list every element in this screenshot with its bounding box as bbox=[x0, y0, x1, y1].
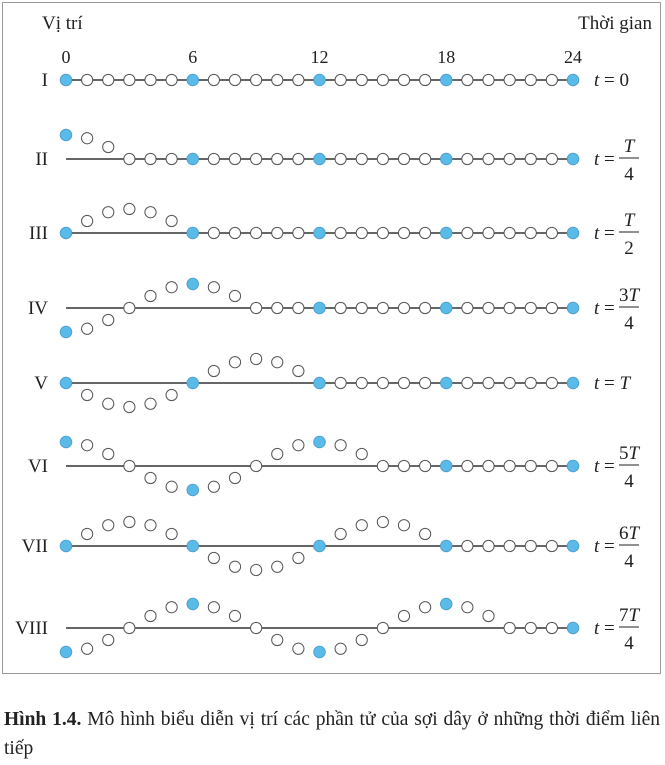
string-particle bbox=[335, 528, 346, 539]
marked-particle bbox=[440, 227, 452, 239]
time-numerator: 7T bbox=[618, 605, 640, 626]
marked-particle bbox=[60, 129, 72, 141]
string-particle bbox=[272, 74, 283, 85]
string-particle bbox=[272, 448, 283, 459]
string-particle bbox=[166, 153, 177, 164]
string-particle bbox=[208, 481, 219, 492]
string-particle bbox=[166, 282, 177, 293]
string-particle bbox=[377, 377, 388, 388]
string-particle bbox=[356, 377, 367, 388]
string-particle bbox=[124, 302, 135, 313]
string-particle bbox=[145, 472, 156, 483]
string-particle bbox=[525, 540, 536, 551]
marked-particle bbox=[567, 74, 579, 86]
string-particle bbox=[483, 302, 494, 313]
string-particle bbox=[420, 377, 431, 388]
string-particle bbox=[293, 153, 304, 164]
string-particle bbox=[546, 540, 557, 551]
position-ticks bbox=[62, 47, 583, 67]
string-particle bbox=[82, 440, 93, 451]
string-particle bbox=[166, 215, 177, 226]
string-particle bbox=[420, 227, 431, 238]
marked-particle bbox=[60, 377, 72, 389]
marked-particle bbox=[60, 540, 72, 552]
string-particle bbox=[82, 643, 93, 654]
marked-particle bbox=[187, 153, 199, 165]
time-expression: t = bbox=[594, 149, 615, 170]
string-particle bbox=[356, 153, 367, 164]
string-particle bbox=[335, 302, 346, 313]
string-particle bbox=[145, 207, 156, 218]
row-label: IV bbox=[27, 298, 48, 319]
string-particle bbox=[251, 74, 262, 85]
wave-row bbox=[42, 70, 629, 91]
time-expression: t = T bbox=[594, 373, 631, 394]
string-particle bbox=[525, 460, 536, 471]
string-particle bbox=[398, 520, 409, 531]
string-particle bbox=[229, 472, 240, 483]
string-particle bbox=[398, 153, 409, 164]
string-particle bbox=[103, 207, 114, 218]
wave-row bbox=[34, 353, 631, 412]
string-particle bbox=[504, 302, 515, 313]
marked-particle bbox=[314, 540, 326, 552]
string-particle bbox=[483, 377, 494, 388]
string-particle bbox=[272, 227, 283, 238]
string-particle bbox=[525, 227, 536, 238]
wave-row bbox=[22, 516, 641, 575]
string-particle bbox=[335, 377, 346, 388]
position-tick: 24 bbox=[564, 47, 582, 67]
string-particle bbox=[398, 227, 409, 238]
string-particle bbox=[293, 302, 304, 313]
string-particle bbox=[145, 74, 156, 85]
string-particle bbox=[208, 365, 219, 376]
string-particle bbox=[420, 74, 431, 85]
string-particle bbox=[82, 323, 93, 334]
string-particle bbox=[272, 357, 283, 368]
string-particle bbox=[398, 460, 409, 471]
string-particle bbox=[398, 610, 409, 621]
string-particle bbox=[124, 401, 135, 412]
time-numerator: T bbox=[623, 210, 635, 231]
string-particle bbox=[525, 153, 536, 164]
string-particle bbox=[504, 622, 515, 633]
string-particle bbox=[103, 448, 114, 459]
marked-particle bbox=[187, 227, 199, 239]
string-particle bbox=[272, 302, 283, 313]
string-particle bbox=[462, 74, 473, 85]
time-numerator: 5T bbox=[618, 443, 640, 464]
string-particle bbox=[525, 74, 536, 85]
string-particle bbox=[377, 227, 388, 238]
marked-particle bbox=[314, 646, 326, 658]
string-particle bbox=[251, 564, 262, 575]
string-particle bbox=[504, 74, 515, 85]
marked-particle bbox=[60, 646, 72, 658]
row-label: V bbox=[34, 373, 48, 394]
string-particle bbox=[124, 516, 135, 527]
string-particle bbox=[293, 552, 304, 563]
string-particle bbox=[335, 153, 346, 164]
string-particle bbox=[293, 227, 304, 238]
string-particle bbox=[335, 227, 346, 238]
string-particle bbox=[103, 74, 114, 85]
string-particle bbox=[229, 290, 240, 301]
marked-particle bbox=[314, 377, 326, 389]
marked-particle bbox=[567, 377, 579, 389]
wave-row bbox=[28, 436, 641, 496]
string-particle bbox=[229, 357, 240, 368]
string-particle bbox=[229, 74, 240, 85]
figure-caption bbox=[4, 705, 660, 763]
string-particle bbox=[546, 227, 557, 238]
string-particle bbox=[377, 74, 388, 85]
time-denominator: 2 bbox=[624, 238, 634, 259]
string-particle bbox=[420, 153, 431, 164]
marked-particle bbox=[567, 460, 579, 472]
string-particle bbox=[356, 520, 367, 531]
time-expression: t = 0 bbox=[594, 70, 629, 91]
string-particle bbox=[462, 602, 473, 613]
string-particle bbox=[103, 141, 114, 152]
marked-particle bbox=[440, 153, 452, 165]
string-particle bbox=[377, 622, 388, 633]
marked-particle bbox=[187, 377, 199, 389]
marked-particle bbox=[440, 460, 452, 472]
string-particle bbox=[272, 153, 283, 164]
string-particle bbox=[462, 153, 473, 164]
string-particle bbox=[229, 561, 240, 572]
marked-particle bbox=[187, 74, 199, 86]
string-particle bbox=[166, 481, 177, 492]
string-particle bbox=[420, 460, 431, 471]
string-particle bbox=[398, 302, 409, 313]
string-particle bbox=[251, 353, 262, 364]
marked-particle bbox=[567, 540, 579, 552]
string-particle bbox=[229, 227, 240, 238]
string-particle bbox=[124, 153, 135, 164]
string-particle bbox=[356, 227, 367, 238]
marked-particle bbox=[314, 227, 326, 239]
string-particle bbox=[124, 460, 135, 471]
string-particle bbox=[462, 460, 473, 471]
time-expression: t = bbox=[594, 536, 615, 557]
time-expression: t = bbox=[594, 456, 615, 477]
string-particle bbox=[483, 540, 494, 551]
wave-row bbox=[35, 129, 639, 185]
marked-particle bbox=[567, 622, 579, 634]
wave-row bbox=[29, 203, 639, 259]
row-label: VII bbox=[21, 536, 48, 557]
string-particle bbox=[124, 74, 135, 85]
string-particle bbox=[293, 365, 304, 376]
string-particle bbox=[398, 377, 409, 388]
string-particle bbox=[145, 398, 156, 409]
string-particle bbox=[82, 133, 93, 144]
string-particle bbox=[462, 540, 473, 551]
string-particle bbox=[208, 153, 219, 164]
string-particle bbox=[251, 153, 262, 164]
string-particle bbox=[145, 520, 156, 531]
string-particle bbox=[166, 74, 177, 85]
time-label: Thời gian bbox=[578, 13, 652, 34]
string-particle bbox=[166, 602, 177, 613]
time-denominator: 4 bbox=[624, 164, 634, 185]
string-particle bbox=[208, 602, 219, 613]
string-particle bbox=[546, 377, 557, 388]
string-particle bbox=[546, 622, 557, 633]
string-particle bbox=[208, 227, 219, 238]
string-particle bbox=[208, 74, 219, 85]
string-particle bbox=[462, 227, 473, 238]
string-particle bbox=[166, 528, 177, 539]
string-particle bbox=[166, 389, 177, 400]
string-particle bbox=[462, 302, 473, 313]
marked-particle bbox=[567, 302, 579, 314]
string-particle bbox=[251, 227, 262, 238]
time-denominator: 4 bbox=[624, 551, 634, 572]
marked-particle bbox=[187, 484, 199, 496]
marked-particle bbox=[314, 74, 326, 86]
string-particle bbox=[82, 215, 93, 226]
string-particle bbox=[145, 153, 156, 164]
marked-particle bbox=[60, 74, 72, 86]
row-label: II bbox=[35, 149, 48, 170]
string-particle bbox=[208, 552, 219, 563]
time-denominator: 4 bbox=[624, 471, 634, 492]
marked-particle bbox=[440, 598, 452, 610]
string-particle bbox=[124, 622, 135, 633]
string-particle bbox=[82, 74, 93, 85]
string-particle bbox=[82, 528, 93, 539]
string-particle bbox=[483, 153, 494, 164]
string-particle bbox=[103, 398, 114, 409]
string-particle bbox=[293, 440, 304, 451]
string-particle bbox=[546, 302, 557, 313]
string-particle bbox=[462, 377, 473, 388]
time-denominator: 4 bbox=[624, 633, 634, 654]
string-particle bbox=[103, 520, 114, 531]
row-label: VIII bbox=[15, 618, 48, 639]
string-particle bbox=[145, 610, 156, 621]
wave-rows bbox=[15, 70, 640, 658]
string-particle bbox=[124, 203, 135, 214]
string-particle bbox=[483, 227, 494, 238]
caption-number: Hình 1.4. bbox=[4, 709, 82, 730]
string-particle bbox=[504, 227, 515, 238]
string-particle bbox=[525, 622, 536, 633]
string-particle bbox=[356, 74, 367, 85]
string-particle bbox=[377, 153, 388, 164]
string-particle bbox=[82, 389, 93, 400]
string-particle bbox=[504, 460, 515, 471]
string-particle bbox=[251, 460, 262, 471]
marked-particle bbox=[314, 302, 326, 314]
caption-text: Mô hình biểu diễn vị trí các phần tử của sợi dây ở những thời điểm liên tiếp bbox=[4, 709, 660, 759]
position-tick: 6 bbox=[188, 47, 198, 67]
string-particle bbox=[377, 460, 388, 471]
string-particle bbox=[504, 377, 515, 388]
row-label: III bbox=[29, 223, 48, 244]
string-particle bbox=[356, 634, 367, 645]
time-numerator: T bbox=[623, 136, 635, 157]
marked-particle bbox=[60, 326, 72, 338]
string-particle bbox=[356, 302, 367, 313]
time-numerator: 6T bbox=[618, 523, 640, 544]
position-label: Vị trí bbox=[42, 13, 83, 34]
time-expression: t = bbox=[594, 618, 615, 639]
string-particle bbox=[103, 314, 114, 325]
string-particle bbox=[208, 282, 219, 293]
position-tick: 0 bbox=[61, 47, 71, 67]
string-particle bbox=[420, 602, 431, 613]
string-particle bbox=[483, 460, 494, 471]
string-particle bbox=[546, 460, 557, 471]
string-particle bbox=[145, 290, 156, 301]
marked-particle bbox=[567, 227, 579, 239]
string-particle bbox=[546, 153, 557, 164]
wave-row bbox=[15, 598, 640, 658]
time-expression: t = bbox=[594, 223, 615, 244]
marked-particle bbox=[440, 540, 452, 552]
position-tick: 18 bbox=[437, 47, 456, 67]
string-particle bbox=[377, 302, 388, 313]
string-particle bbox=[377, 516, 388, 527]
string-particle bbox=[293, 643, 304, 654]
marked-particle bbox=[60, 436, 72, 448]
string-particle bbox=[420, 302, 431, 313]
string-particle bbox=[335, 74, 346, 85]
string-particle bbox=[504, 540, 515, 551]
string-particle bbox=[103, 634, 114, 645]
string-particle bbox=[293, 74, 304, 85]
marked-particle bbox=[314, 436, 326, 448]
time-expression: t = bbox=[594, 298, 615, 319]
string-particle bbox=[420, 528, 431, 539]
time-numerator: 3T bbox=[618, 285, 640, 306]
string-particle bbox=[546, 74, 557, 85]
string-particle bbox=[251, 622, 262, 633]
marked-particle bbox=[187, 598, 199, 610]
wave-row bbox=[28, 278, 641, 338]
string-particle bbox=[272, 634, 283, 645]
string-particle bbox=[525, 377, 536, 388]
string-particle bbox=[335, 643, 346, 654]
position-tick: 12 bbox=[310, 47, 329, 67]
marked-particle bbox=[314, 153, 326, 165]
string-particle bbox=[525, 302, 536, 313]
row-label: I bbox=[41, 70, 48, 91]
marked-particle bbox=[440, 302, 452, 314]
string-particle bbox=[504, 153, 515, 164]
marked-particle bbox=[440, 377, 452, 389]
string-particle bbox=[398, 74, 409, 85]
marked-particle bbox=[60, 227, 72, 239]
string-particle bbox=[483, 74, 494, 85]
marked-particle bbox=[567, 153, 579, 165]
marked-particle bbox=[187, 278, 199, 290]
string-particle bbox=[483, 610, 494, 621]
string-particle bbox=[251, 302, 262, 313]
marked-particle bbox=[440, 74, 452, 86]
string-particle bbox=[356, 448, 367, 459]
time-denominator: 4 bbox=[624, 313, 634, 334]
marked-particle bbox=[187, 540, 199, 552]
row-label: VI bbox=[27, 456, 48, 477]
string-particle bbox=[229, 610, 240, 621]
string-particle bbox=[272, 561, 283, 572]
string-particle bbox=[335, 440, 346, 451]
string-particle bbox=[229, 153, 240, 164]
